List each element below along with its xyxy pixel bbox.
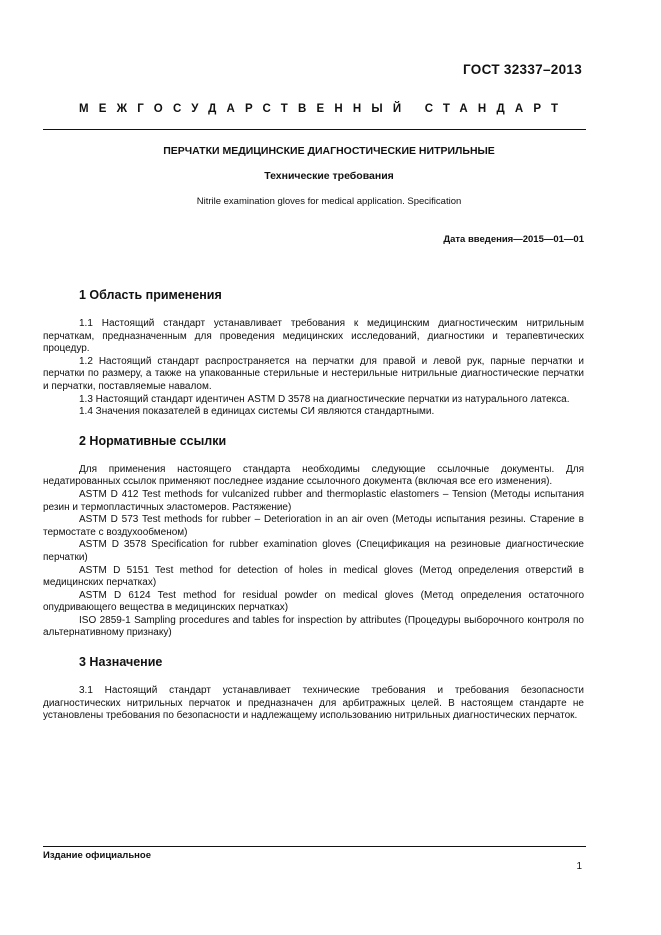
section-scope [43, 288, 584, 419]
paragraph: 1.1 Настоящий стандарт устанавливает требования к медицинским диагностическим нитрильным перчаткам, предназначенным для проведения медицинских исследований, диагностики и терапевтических процедур. [43, 318, 584, 355]
document-title: ПЕРЧАТКИ МЕДИЦИНСКИЕ ДИАГНОСТИЧЕСКИЕ НИТРИЛЬНЫЕ [163, 145, 495, 157]
reference-item: ASTM D 3578 Specification for rubber examination gloves (Спецификация на резиновые диагностические перчатки) [43, 539, 584, 563]
footer-divider [43, 846, 586, 847]
reference-item: ASTM D 5151 Test method for detection of holes in medical gloves (Метод определения отверстий в медицинских перчатках) [43, 564, 584, 589]
paragraph: 3.1 Настоящий стандарт устанавливает технические требования и требования безопасности диагностических нитрильных перчаток и предназначен для арбитражных целей. В настоящем стандарте не установлены требования по безопасности и надлежащему использованию нитрильных диагностических перчаток. [43, 685, 584, 722]
section-heading: 2 Нормативные ссылки [79, 433, 227, 448]
reference-item: ASTM D 412 Test methods for vulcanized rubber and thermoplastic elastomers – Tension (Методы испытания резин и термопластичных эластомеров. Растяжение) [43, 488, 584, 513]
header-divider [43, 129, 586, 130]
introduction-date: Дата введения—2015—01—01 [443, 234, 584, 245]
section-normative-references [43, 433, 584, 640]
reference-item: ASTM D 573 Test methods for rubber – Deterioration in an air oven (Методы испытания резины. Старение в термостате с воздухообменом) [43, 514, 584, 538]
section-heading: 1 Область применения [79, 288, 222, 302]
document-body [43, 288, 584, 738]
paragraph: 1.2 Настоящий стандарт распространяется на перчатки для правой и левой рук, парные перчатки и перчатки по размеру, а также на упакованные стерильные и нестерильные нитрильные диагностические перчатки и перчатки, поставляемые навалом. [43, 355, 584, 392]
paragraph: 1.3 Настоящий стандарт идентичен ASTM D 3578 на диагностические перчатки из натурального латекса. [79, 393, 570, 405]
reference-item: ISO 2859-1 Sampling procedures and tables for inspection by attributes (Процедуры выборочного контроля по альтернативному признаку) [43, 614, 584, 639]
paragraph: 1.4 Значения показателей в единицах системы СИ являются стандартными. [79, 406, 435, 418]
paragraph: Для применения настоящего стандарта необходимы следующие ссылочные документы. Для недатированных ссылок применяют последнее издание ссылочного документа (включая все его изменения). [43, 463, 584, 488]
edition-label: Издание официальное [43, 850, 151, 861]
section-purpose [43, 655, 584, 723]
reference-item: ASTM D 6124 Test method for residual powder on medical gloves (Метод определения остаточного опудривающего вещества в медицинских перчатках) [43, 589, 584, 614]
interstate-standard-label: МЕЖГОСУДАРСТВЕННЫЙ СТАНДАРТ [79, 103, 569, 115]
gost-number: ГОСТ 32337–2013 [463, 62, 582, 77]
document-english-title: Nitrile examination gloves for medical application. Specification [196, 196, 462, 207]
page-number: 1 [576, 861, 582, 872]
document-subtitle: Технические требования [264, 170, 394, 182]
section-heading: 3 Назначение [79, 655, 163, 670]
